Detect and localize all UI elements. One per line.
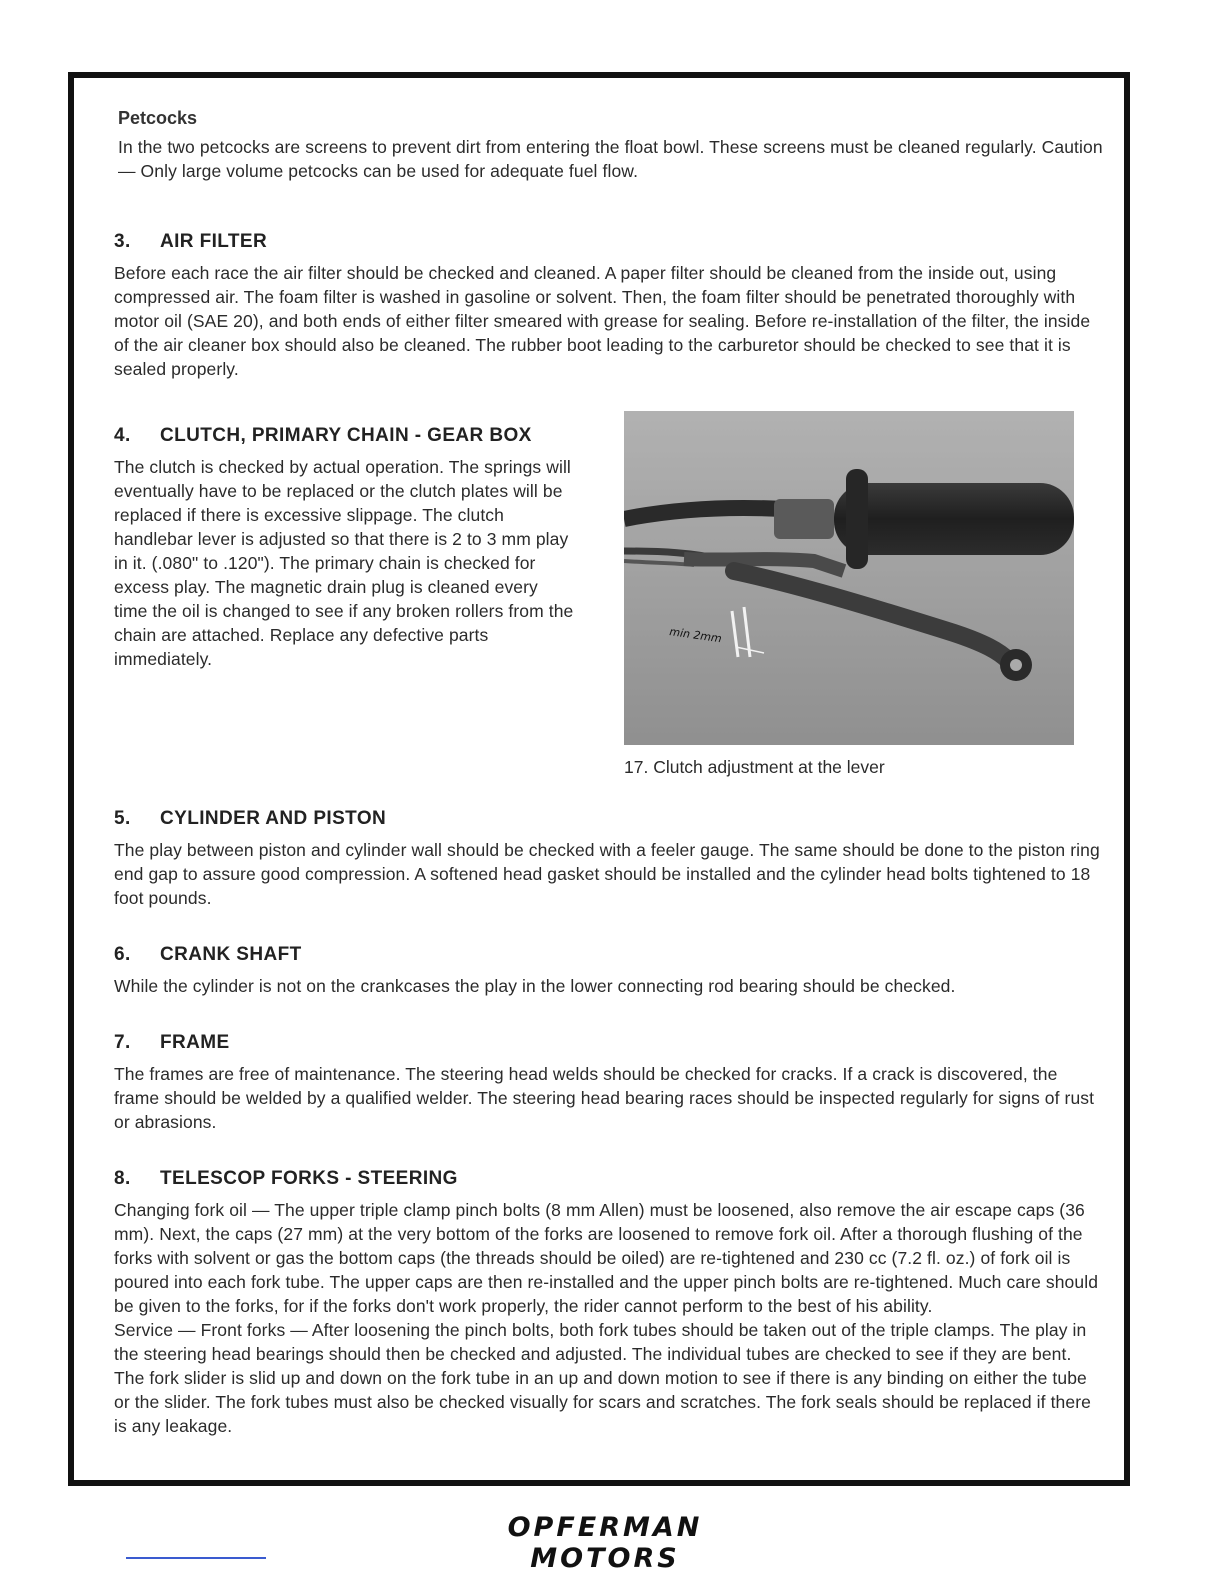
page-content: [114, 108, 1104, 1438]
section-heading: [114, 425, 576, 447]
section-text-fork-oil: Changing fork oil — The upper triple clamp pinch bolts (8 mm Allen) must be loosened, also remove the air escape caps (36 mm). Next, the caps (27 mm) at the very bottom of the forks are loosened to remove fork oil. After a thorough flushing of the forks with solvent or gas the bottom caps (the threads should be oiled) are re-tightened and 230 cc (7.2 fl. oz.) of fork oil is poured into each fork tube. The upper caps are then re-installed and the upper pinch bolts are re-tightened. Much care should be given to the forks, for if the forks don't work properly, the rider cannot perform to the best of his ability.: [114, 1200, 1099, 1316]
petcocks-block: [114, 108, 1104, 183]
section-title: CRANK SHAFT: [160, 944, 302, 965]
section-heading: [114, 231, 1104, 253]
section-number: 7.: [114, 1032, 131, 1053]
section-text: While the cylinder is not on the crankcases the play in the lower connecting rod bearing should be checked.: [114, 976, 956, 996]
footer-divider: [126, 1557, 266, 1559]
section-number: 5.: [114, 808, 131, 829]
section-air-filter: [114, 231, 1104, 381]
section-title: CLUTCH, PRIMARY CHAIN - GEAR BOX: [160, 425, 532, 446]
section-number: 4.: [114, 425, 131, 446]
section-number: 6.: [114, 944, 131, 965]
section-title: FRAME: [160, 1032, 230, 1053]
section-crank: [114, 944, 1104, 998]
section-text-front-forks: Service — Front forks — After loosening the pinch bolts, both fork tubes should be taken out of the triple clamps. The play in the steering head bearings should then be checked and adjusted. The individual tubes are checked to see if they are bent. The fork slider is slid up and down on the fork tube in an up and down motion to see if there is any binding on either the tube or the slider. The fork tubes must also be checked visually for scars and scratches. The fork seals should be replaced if there is any leakage.: [114, 1320, 1091, 1436]
petcocks-heading: Petcocks: [118, 108, 198, 128]
section-text: The clutch is checked by actual operation. The springs will eventually have to be replaced or the clutch plates will be replaced if there is excessive slippage. The clutch handlebar lever is adjusted so that there is 2 to 3 mm play in it. (.080" to .120"). The primary chain is checked for excess play. The magnetic drain plug is cleaned every time the oil is changed to see if any broken rollers from the chain are attached. Replace any defective parts immediately.: [114, 457, 574, 669]
page-frame: [68, 72, 1130, 1486]
section-heading: [114, 1168, 1104, 1190]
clutch-lever-photo: [624, 411, 1074, 745]
section-frame: [114, 1032, 1104, 1134]
clutch-text-column: [114, 411, 576, 778]
section-heading: [114, 1032, 1104, 1054]
section-forks: [114, 1168, 1104, 1438]
section-number: 8.: [114, 1168, 131, 1189]
section-text: The frames are free of maintenance. The steering head welds should be checked for cracks. If a crack is discovered, the frame should be welded by a qualified welder. The steering head bearing races should be inspected regularly for signs of rust or abrasions.: [114, 1064, 1095, 1132]
clutch-figure: [624, 411, 1076, 778]
section-clutch: [114, 411, 1104, 778]
figure-caption: 17. Clutch adjustment at the lever: [624, 757, 885, 777]
section-number: 3.: [114, 231, 131, 252]
section-title: AIR FILTER: [160, 231, 268, 252]
section-heading: [114, 808, 1104, 830]
section-title: TELESCOP FORKS - STEERING: [160, 1168, 458, 1189]
section-text: The play between piston and cylinder wall should be checked with a feeler gauge. The same should be done to the piston ring end gap to assure good compression. A softened head gasket should be installed and the cylinder head bolts tightened to 18 foot pounds.: [114, 840, 1100, 908]
photo-annotation: min 2mm: [668, 625, 723, 646]
section-title: CYLINDER AND PISTON: [160, 808, 387, 829]
footer-logo: OPFERMAN MOTORS: [507, 1512, 703, 1574]
section-cylinder: [114, 808, 1104, 910]
petcocks-text: In the two petcocks are screens to prevent dirt from entering the float bowl. These screens must be cleaned regularly. Caution — Only large volume petcocks can be used for adequate fuel flow.: [118, 137, 1103, 181]
section-heading: [114, 944, 1104, 966]
section-text: Before each race the air filter should be checked and cleaned. A paper filter should be cleaned from the inside out, using compressed air. The foam filter is washed in gasoline or solvent. Then, the foam filter should be penetrated thoroughly with motor oil (SAE 20), and both ends of either filter smeared with grease for sealing. Before re-installation of the filter, the inside of the air cleaner box should also be cleaned. The rubber boot leading to the carburetor should be checked to see that it is sealed properly.: [114, 263, 1091, 379]
